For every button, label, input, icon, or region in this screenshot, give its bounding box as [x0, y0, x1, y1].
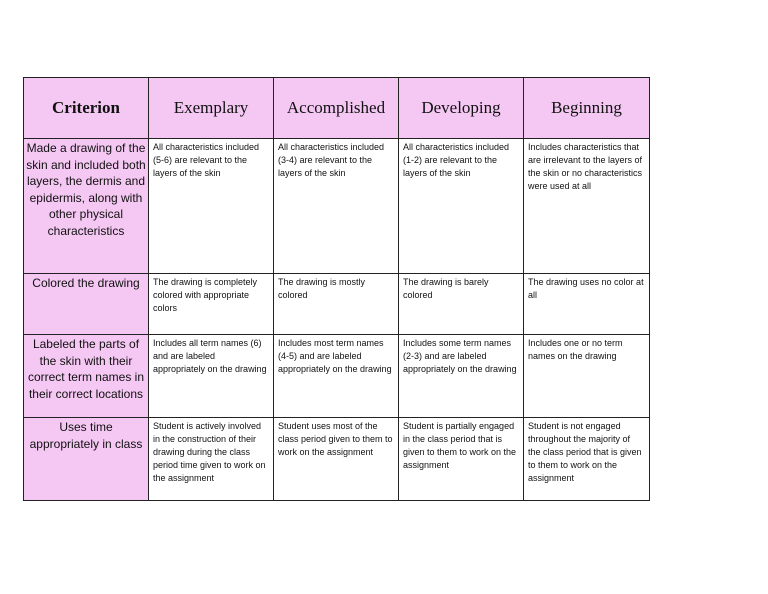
exemplary-cell: Includes all term names (6) and are labeled appropriately on the drawing	[149, 335, 274, 418]
table-row	[24, 418, 650, 501]
column-header-developing: Developing	[399, 78, 524, 139]
rubric-table	[23, 77, 650, 501]
exemplary-cell: All characteristics included (5-6) are relevant to the layers of the skin	[149, 139, 274, 274]
beginning-cell: The drawing uses no color at all	[524, 274, 650, 335]
column-header-accomplished: Accomplished	[274, 78, 399, 139]
column-header-beginning: Beginning	[524, 78, 650, 139]
header-row	[24, 78, 650, 139]
accomplished-cell: Includes most term names (4-5) and are labeled appropriately on the drawing	[274, 335, 399, 418]
exemplary-cell: The drawing is completely colored with appropriate colors	[149, 274, 274, 335]
developing-cell: The drawing is barely colored	[399, 274, 524, 335]
exemplary-cell: Student is actively involved in the construction of their drawing during the class period time given to work on the assignment	[149, 418, 274, 501]
accomplished-cell: All characteristics included (3-4) are relevant to the layers of the skin	[274, 139, 399, 274]
column-header-criterion: Criterion	[24, 78, 149, 139]
table-row	[24, 274, 650, 335]
criterion-cell: Labeled the parts of the skin with their correct term names in their correct locations	[24, 335, 149, 418]
table-row	[24, 335, 650, 418]
column-header-exemplary: Exemplary	[149, 78, 274, 139]
developing-cell: All characteristics included (1-2) are relevant to the layers of the skin	[399, 139, 524, 274]
beginning-cell: Student is not engaged throughout the majority of the class period that is given to them to work on the assignment	[524, 418, 650, 501]
accomplished-cell: Student uses most of the class period given to them to work on the assignment	[274, 418, 399, 501]
criterion-cell: Made a drawing of the skin and included both layers, the dermis and epidermis, along with other physical characteristics	[24, 139, 149, 274]
beginning-cell: Includes one or no term names on the drawing	[524, 335, 650, 418]
accomplished-cell: The drawing is mostly colored	[274, 274, 399, 335]
criterion-cell: Uses time appropriately in class	[24, 418, 149, 501]
developing-cell: Includes some term names (2-3) and are labeled appropriately on the drawing	[399, 335, 524, 418]
beginning-cell: Includes characteristics that are irrelevant to the layers of the skin or no characteristics were used at all	[524, 139, 650, 274]
criterion-cell: Colored the drawing	[24, 274, 149, 335]
developing-cell: Student is partially engaged in the class period that is given to them to work on the assignment	[399, 418, 524, 501]
table-row	[24, 139, 650, 274]
